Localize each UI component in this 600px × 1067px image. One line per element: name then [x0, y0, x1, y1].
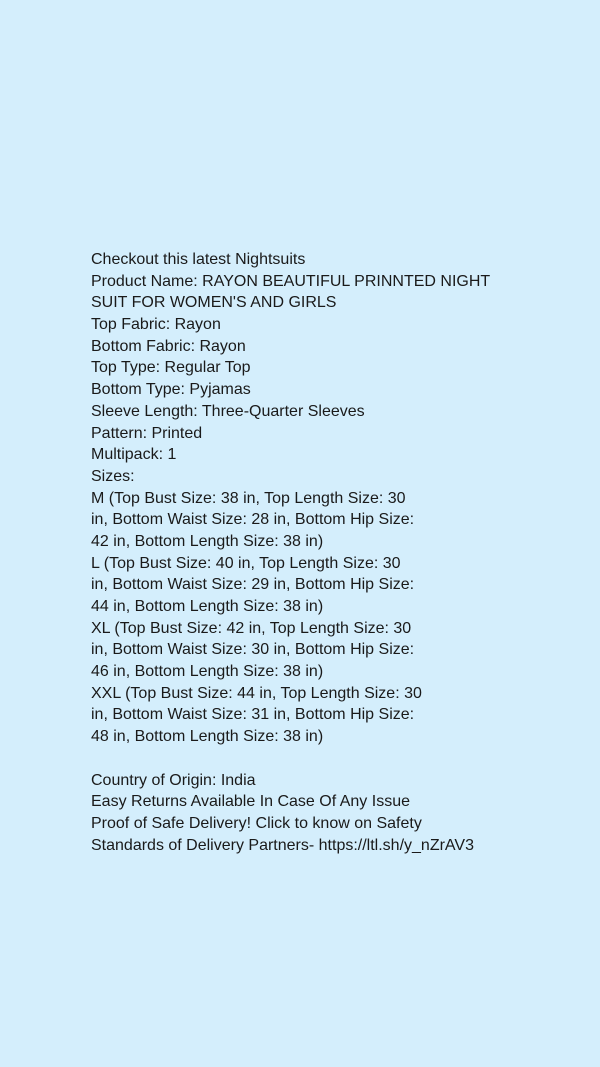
sleeve-length-line: Sleeve Length: Three-Quarter Sleeves [91, 402, 365, 420]
country-of-origin-line: Country of Origin: India [91, 771, 256, 789]
blank-spacer [91, 748, 561, 770]
size-l-line-3: 44 in, Bottom Length Size: 38 in) [91, 598, 324, 615]
size-m-line-2: in, Bottom Waist Size: 28 in, Bottom Hip Size: [91, 511, 415, 529]
size-l-line-2: in, Bottom Waist Size: 29 in, Bottom Hip Size: [91, 576, 415, 594]
multipack-line: Multipack: 1 [91, 446, 177, 464]
size-xxl-line-2: in, Bottom Waist Size: 31 in, Bottom Hip Size: [91, 706, 415, 724]
size-m-line-3: 42 in, Bottom Length Size: 38 in) [91, 532, 324, 550]
top-fabric-line: Top Fabric: Rayon [91, 316, 221, 334]
size-m-line-1: M (Top Bust Size: 38 in, Top Length Size: 30 [91, 489, 406, 507]
bottom-type-line: Bottom Type: Pyjamas [91, 381, 251, 399]
top-type-line: Top Type: Regular Top [91, 359, 251, 377]
size-xl-line-3: 46 in, Bottom Length Size: 38 in) [91, 663, 324, 681]
intro-line: Checkout this latest Nightsuits [91, 251, 306, 268]
easy-returns-line: Easy Returns Available In Case Of Any Issue [91, 793, 410, 811]
product-description [91, 249, 561, 856]
size-xl-line-2: in, Bottom Waist Size: 30 in, Bottom Hip Size: [91, 641, 415, 659]
safe-delivery-line: Proof of Safe Delivery! Click to know on Safety [91, 814, 422, 832]
pattern-line: Pattern: Printed [91, 424, 203, 442]
bottom-fabric-line: Bottom Fabric: Rayon [91, 337, 246, 355]
size-xl-line-1: XL (Top Bust Size: 42 in, Top Length Size: 30 [91, 619, 412, 637]
sizes-heading: Sizes: [91, 467, 135, 485]
size-xxl-line-3: 48 in, Bottom Length Size: 38 in) [91, 728, 324, 746]
product-name-continued-line: SUIT FOR WOMEN'S AND GIRLS [91, 294, 337, 312]
size-l-line-1: L (Top Bust Size: 40 in, Top Length Size: 30 [91, 554, 401, 572]
delivery-standards-link-line[interactable]: Standards of Delivery Partners- https://ltl.sh/y_nZrAV3 [91, 836, 474, 854]
product-name-line: Product Name: RAYON BEAUTIFUL PRINNTED NIGHT [91, 272, 491, 290]
size-xxl-line-1: XXL (Top Bust Size: 44 in, Top Length Size: 30 [91, 684, 422, 702]
